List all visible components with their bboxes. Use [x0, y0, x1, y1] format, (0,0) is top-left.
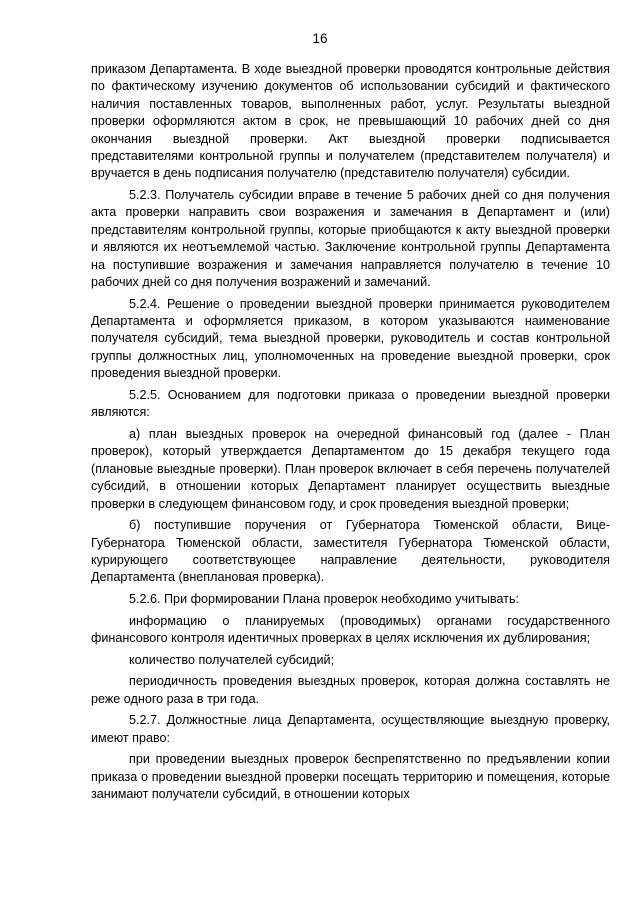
document-body [91, 61, 610, 808]
paragraph-5-2-5-a: а) план выездных проверок на очередной финансовый год (далее - План проверок), который утверждается Департаментом до 15 декабря текущего года (плановые выездные проверки). План проверок включает в себя перечень получателей субсидий, в отношении которых Департамент планирует осуществить выездные проверки в следующем финансовом году, и срок проведения выездной проверки; [91, 426, 610, 511]
paragraph-5-2-6: 5.2.6. При формировании Плана проверок необходимо учитывать: [129, 591, 520, 606]
paragraph-5-2-6-item-2: количество получателей субсидий; [129, 652, 335, 667]
paragraph-5-2-4: 5.2.4. Решение о проведении выездной проверки принимается руководителем Департамента и оформляется приказом, в котором указываются наименование получателя субсидий, тема выездной проверки, руководитель и состав контрольной группы должностных лиц, уполномоченных на проведение выездной проверки, срок проведения выездной проверки. [91, 296, 610, 381]
paragraph-continuation: приказом Департамента. В ходе выездной проверки проводятся контрольные действия по фактическому изучению документов об использовании субсидий и фактического наличия поставленных товаров, выполненных работ, услуг. Результаты выездной проверки оформляются актом в срок, не превышающий 10 рабочих дней со дня окончания выездной проверки. Акт выездной проверки подписывается представителями контрольной группы и получателем (представителем получателя) и вручается в день подписания получателю (представителю получателя) субсидии. [91, 62, 610, 181]
paragraph-5-2-6-item-3: периодичность проведения выездных проверок, которая должна составлять не реже одного раза в три года. [91, 674, 610, 706]
paragraph-5-2-6-item-1: информацию о планируемых (проводимых) органами государственного финансового контроля идентичных проверках в целях исключения их дублирования; [91, 613, 610, 645]
page-number: 16 [312, 31, 328, 46]
paragraph-5-2-5: 5.2.5. Основанием для подготовки приказа о проведении выездной проверки являются: [91, 387, 610, 420]
paragraph-5-2-7: 5.2.7. Должностные лица Департамента, осуществляющие выездную проверку, имеют право: [91, 713, 610, 745]
paragraph-5-2-5-b: б) поступившие поручения от Губернатора Тюменской области, Вице-Губернатора Тюменской области, заместителя Губернатора Тюменской области, курирующего соответствующее направление деятельности, руководителя Департамента (внеплановая проверка). [91, 518, 610, 585]
paragraph-5-2-7-item-1: при проведении выездных проверок беспрепятственно по предъявлении копии приказа о проведении выездной проверки посещать территорию и помещения, которые занимают получатели субсидий, в отношении которых [91, 752, 610, 801]
paragraph-5-2-3: 5.2.3. Получатель субсидии вправе в течение 5 рабочих дней со дня получения акта проверки направить свои возражения и замечания в Департамент и (или) представителям контрольной группы, которые приобщаются к акту выездной проверки и являются их неотъемлемой частью. Заключение контрольной группы Департамента на поступившие возражения и замечания направляется получателю в течение 10 рабочих дней со дня получения возражений и замечаний. [91, 188, 610, 290]
